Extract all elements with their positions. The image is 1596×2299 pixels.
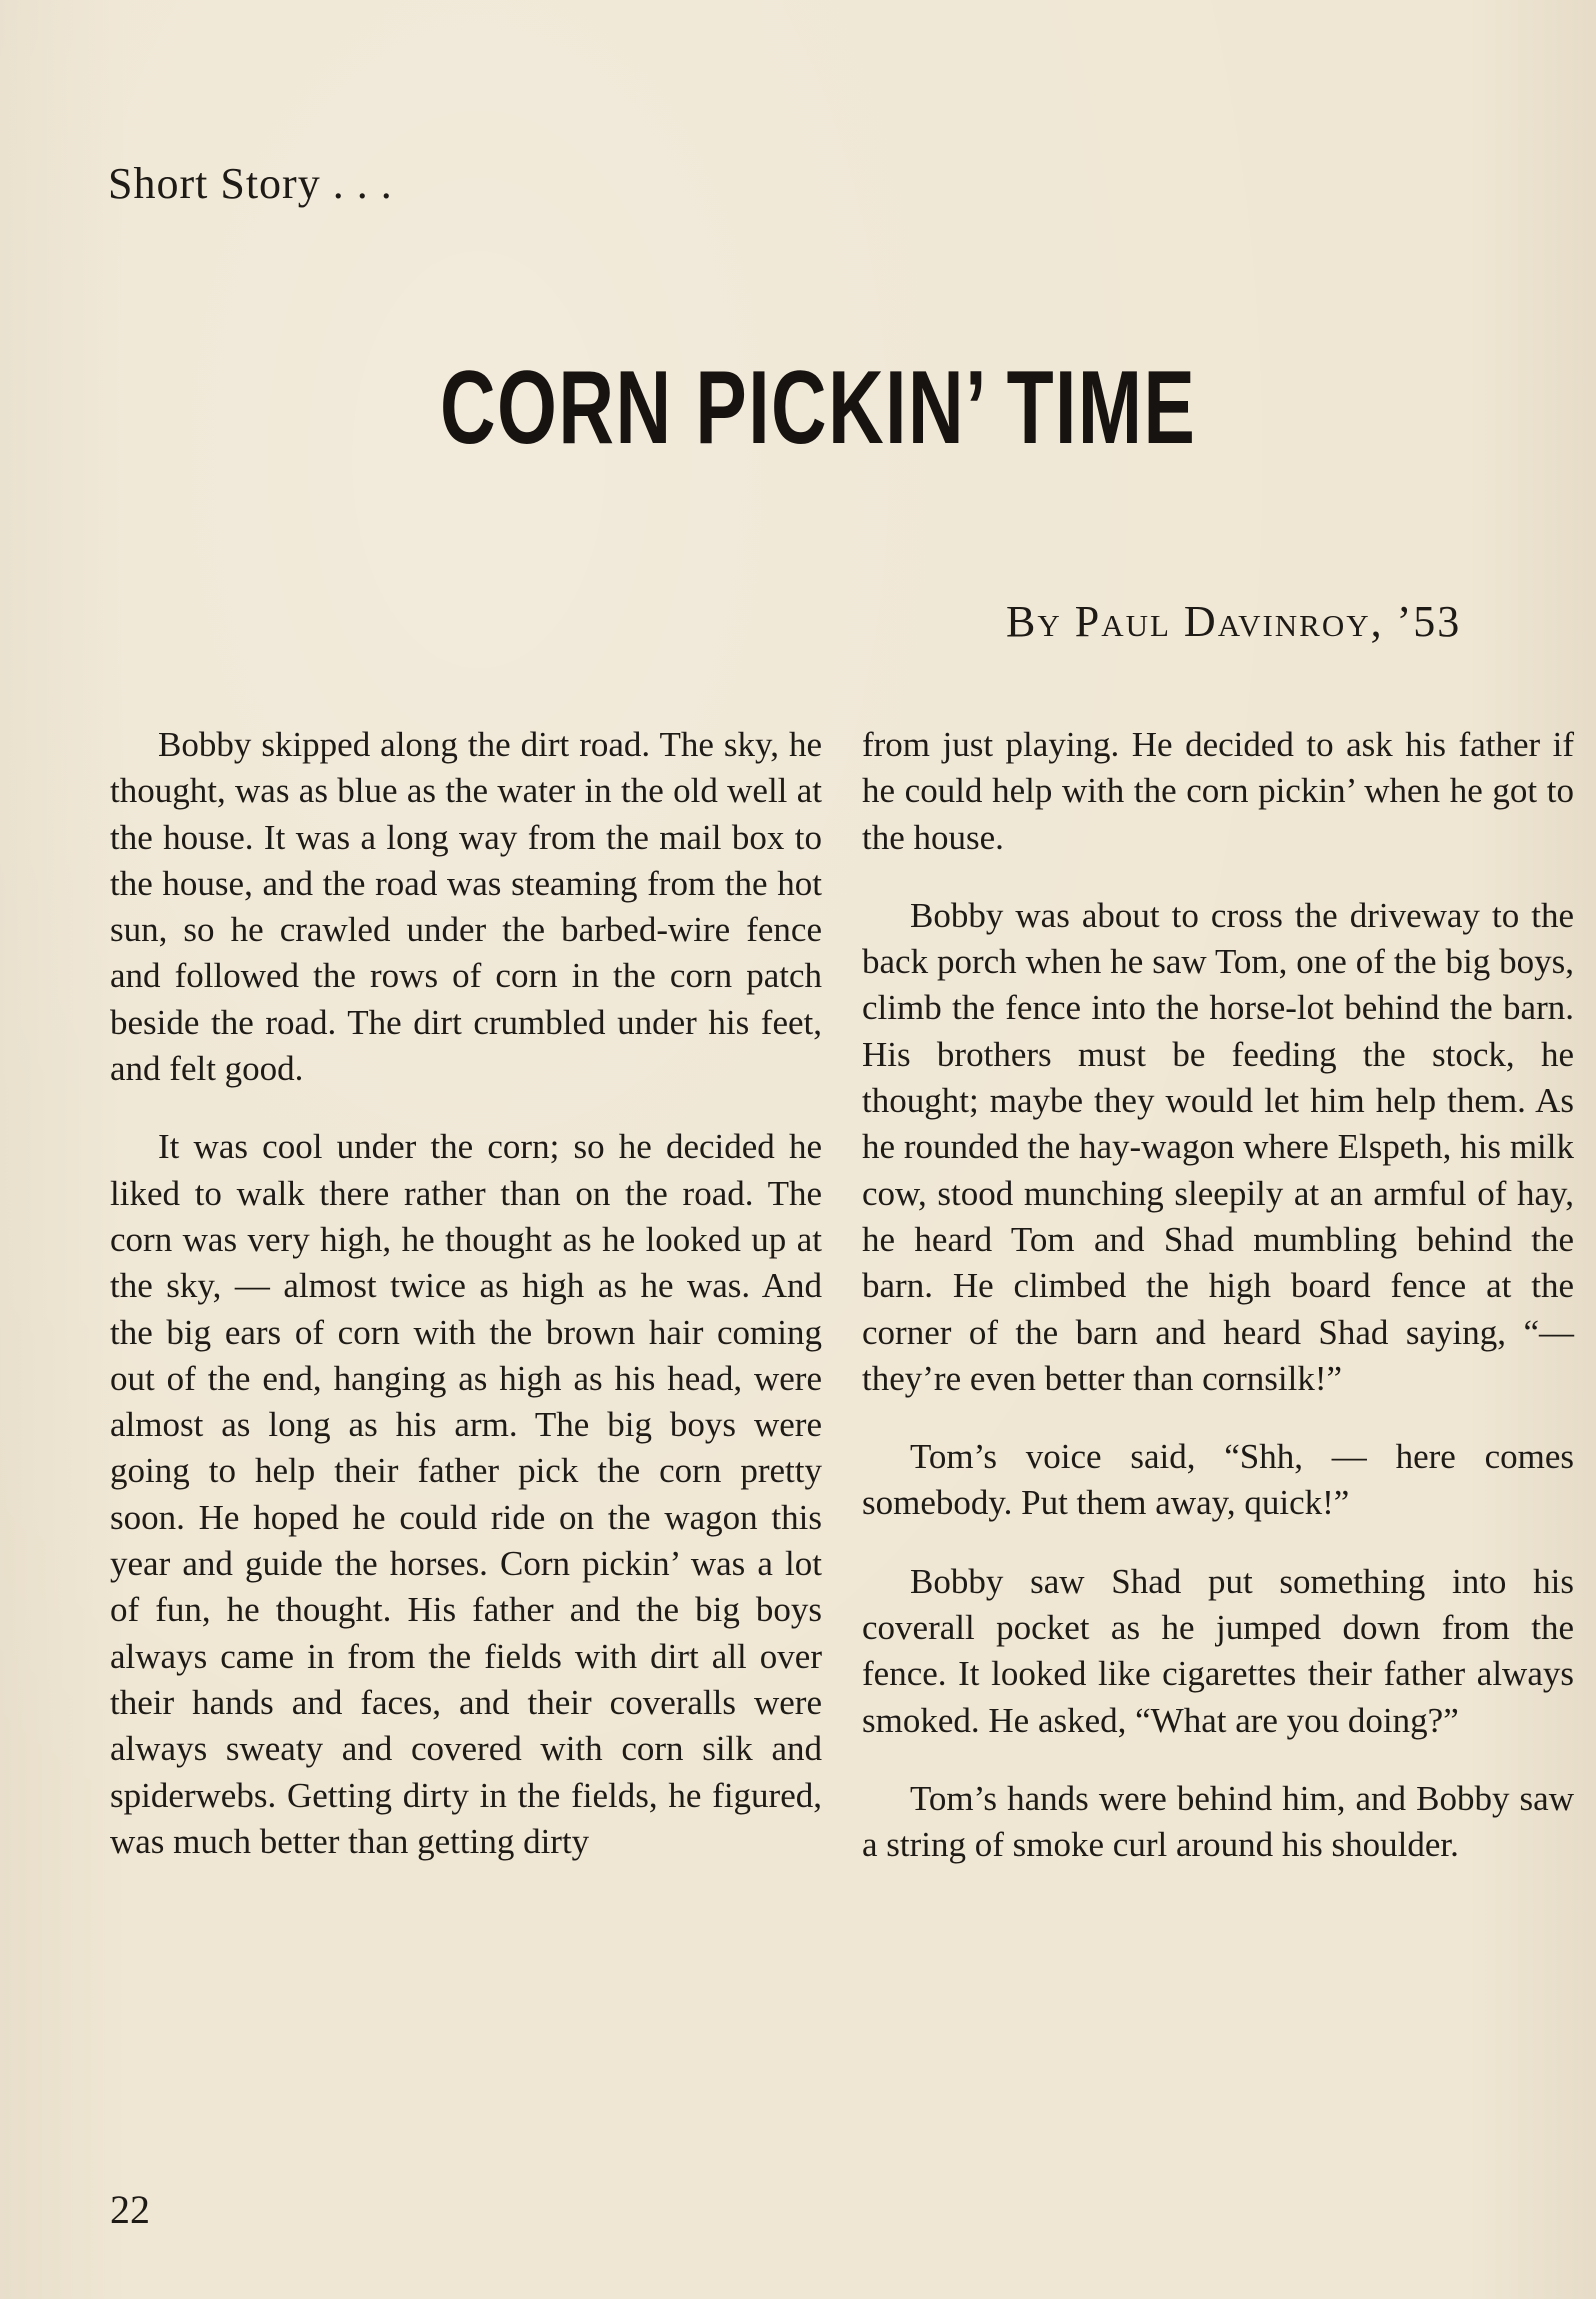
paragraph: Bobby was about to cross the driveway to the back porch when he saw Tom, one of the big boys, climb the fence into the horse-lot behind the barn. His brothers must be feeding the stock, he thought; maybe they would let him help them. As he rounded the hay-wagon where Elspeth, his milk cow, stood munching sleepily at an armful of hay, he heard Tom and Shad mumbling behind the barn. He climbed the high board fence at the corner of the barn and heard Shad saying, “— they’re even better than cornsilk!” <box>862 895 1574 1398</box>
paragraph: from just playing. He decided to ask his father if he could help with the corn pickin’ when he got to the house. <box>862 725 1574 857</box>
section-label: Short Story . . . <box>108 159 393 208</box>
paragraph: Tom’s hands were behind him, and Bobby saw a string of smoke curl around his shoulder. <box>862 1778 1574 1865</box>
right-column <box>862 722 1574 1901</box>
paragraph: Tom’s voice said, “Shh, — here comes somebody. Put them away, quick!” <box>862 1437 1574 1523</box>
story-title: CORN PICKIN’ TIME <box>440 350 1197 466</box>
paragraph: Bobby skipped along the dirt road. The sky, he thought, was as blue as the water in the old well at the house. It was a long way from the mail box to the house, and the road was steaming from the hot sun, so he crawled under the barbed-wire fence and followed the rows of corn in the corn patch beside the road. The dirt crumbled under his feet, and felt good. <box>110 725 822 1089</box>
left-column <box>110 722 822 1897</box>
paragraph: It was cool under the corn; so he decided he liked to walk there rather than on the road. The corn was very high, he thought as he looked up at the sky, — almost twice as high as he was. And the big ears of corn with the brown hair coming out of the end, hanging as high as his head, were almost as long as his arm. The big boys were going to help their father pick the corn pretty soon. He hoped he could ride on the wagon this year and guide the horses. Corn pickin’ was a lot of fun, he thought. His father and the big boys always came in from the fields with dirt all over their hands and faces, and their coveralls were always sweaty and covered with corn silk and spiderwebs. Getting dirty in the fields, he figured, was much better than getting dirty <box>110 1127 822 1861</box>
paragraph: Bobby saw Shad put something into his coverall pocket as he jumped down from the fence. It looked like cigarettes their father always smoked. He asked, “What are you doing?” <box>862 1561 1574 1740</box>
author-byline: By Paul Davinroy, ’53 <box>1006 597 1462 646</box>
page-number: 22 <box>110 2187 150 2232</box>
